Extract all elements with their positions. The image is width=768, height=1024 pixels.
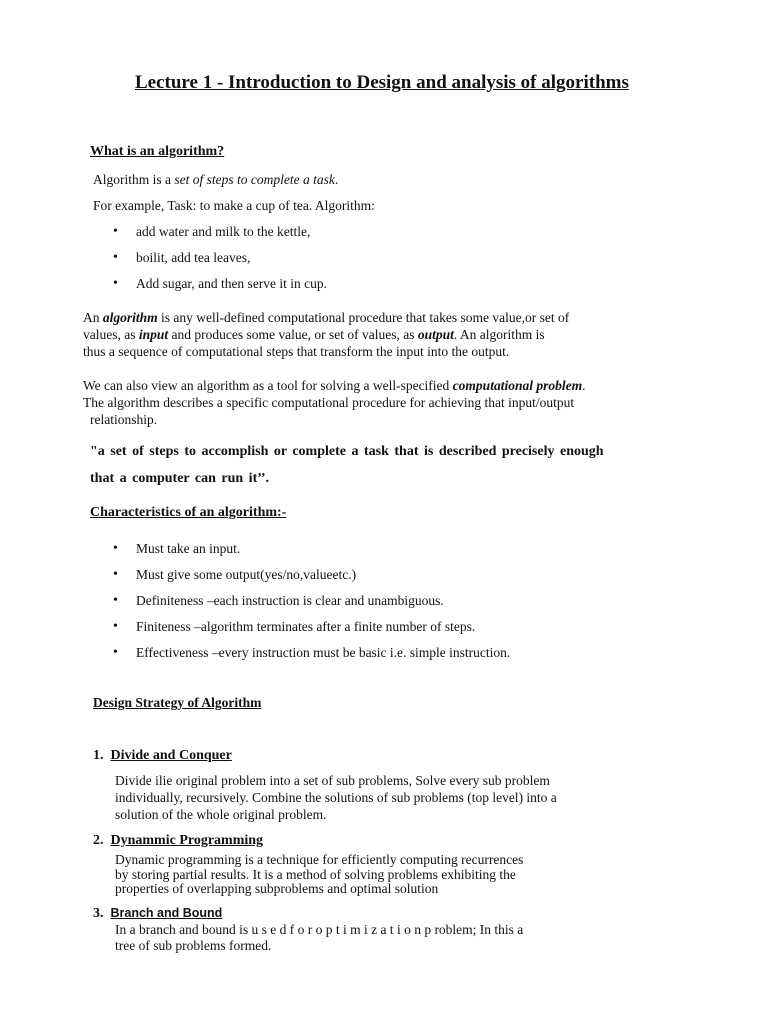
definition-line-1 [83, 309, 569, 326]
strategy-line: Dynamic programming is a technique for efficiently computing recurrences [115, 852, 524, 867]
list-item: • Must take an input. [110, 540, 510, 566]
intro-emphasis: set of steps to complete a task [174, 172, 335, 187]
item-number: 2. [93, 833, 104, 848]
characteristics-list [110, 540, 510, 670]
strategy-line: Divide ilie original problem into a set of sub problems, Solve every sub problem [115, 773, 550, 788]
characteristics-heading: Characteristics of an algorithm:- [90, 505, 287, 520]
quote-line-2: that a computer can run it’’. [90, 471, 270, 486]
intro-text-end: . [334, 172, 339, 187]
list-item: • boilit, add tea leaves, [110, 249, 327, 275]
intro-text: Algorithm is a [93, 172, 175, 187]
strategy-line: individually, recursively. Combine the solutions of sub problems (top level) into a [115, 790, 557, 805]
emphasis: computational problem [452, 378, 583, 393]
list-item: • Definiteness –each instruction is clear and unambiguous. [110, 592, 510, 618]
emphasis: output [417, 327, 454, 342]
list-item: • Add sugar, and then serve it in cup. [110, 275, 327, 301]
item-label: Divide and Conquer [110, 748, 232, 763]
page-title: Lecture 1 - Introduction to Design and analysis of algorithms [135, 72, 629, 93]
item-number: 1. [93, 748, 104, 763]
text: and produces some value, or set of values, as [168, 327, 418, 342]
definition-line-3: thus a sequence of computational steps that transform the input into the output. [83, 344, 510, 359]
emphasis: algorithm [102, 310, 158, 325]
list-item: • Must give some output(yes/no,valueetc.) [110, 566, 510, 592]
quote-line-1: "a set of steps to accomplish or complete a task that is described precisely enough [90, 444, 604, 459]
algorithm-intro-line [93, 171, 338, 188]
text: . An algorithm is [453, 327, 545, 342]
list-item: • add water and milk to the kettle, [110, 223, 327, 249]
view-line-1 [83, 377, 585, 394]
text: is any well-defined computational procedure that takes some value,or set of [157, 310, 570, 325]
strategy-dp-heading [93, 833, 263, 849]
strategy-line: tree of sub problems formed. [115, 938, 272, 953]
view-line-3: relationship. [90, 412, 158, 427]
text: values, as [83, 327, 139, 342]
strategy-line: solution of the whole original problem. [115, 807, 327, 822]
list-item: • Effectiveness –every instruction must be basic i.e. simple instruction. [110, 644, 510, 670]
emphasis: input [138, 327, 169, 342]
tea-steps-list [110, 223, 327, 301]
strategy-line: In a branch and bound is u s e d f o r o p t i m i z a t i o n p roblem; In this a [115, 922, 524, 937]
item-label: Dynammic Programming [110, 833, 264, 848]
item-number: 3. [93, 906, 104, 921]
text: . [582, 378, 586, 393]
strategy-line: by storing partial results. It is a method of solving problems exhibiting the [115, 867, 516, 882]
strategy-bnb-heading [93, 906, 222, 922]
strategy-line: properties of overlapping subproblems and optimal solution [115, 881, 439, 896]
item-label: Branch and Bound [110, 906, 223, 920]
list-item: • Finiteness –algorithm terminates after a finite number of steps. [110, 618, 510, 644]
definition-line-2 [83, 326, 545, 343]
strategy-divide-heading [93, 748, 232, 764]
text: An [83, 310, 103, 325]
text: We can also view an algorithm as a tool for solving a well-specified [83, 378, 453, 393]
example-line: For example, Task: to make a cup of tea. Algorithm: [93, 198, 375, 213]
design-heading: Design Strategy of Algorithm [93, 695, 262, 710]
view-line-2: The algorithm describes a specific computational procedure for achieving that input/output [83, 395, 575, 410]
what-is-heading: What is an algorithm? [90, 144, 225, 159]
